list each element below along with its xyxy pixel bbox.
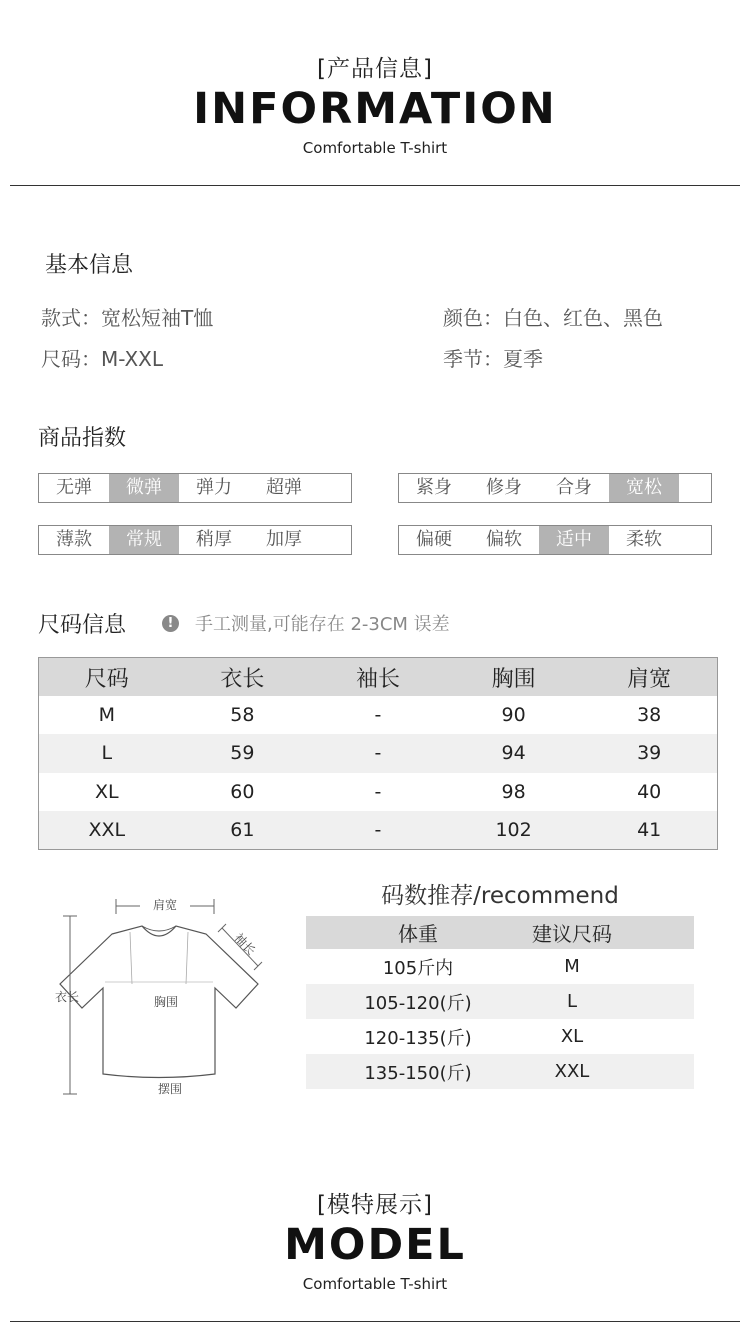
table-cell: 94 bbox=[501, 742, 526, 765]
elasticity-scale bbox=[38, 473, 352, 503]
diagram-sleeve-label: 袖长 bbox=[231, 930, 259, 958]
elasticity-option: 超弹 bbox=[266, 477, 302, 498]
table-cell: - bbox=[374, 780, 382, 803]
measurement-note-text: 手工测量,可能存在 2-3CM 误差 bbox=[195, 614, 450, 635]
table-cell: 135-150(斤) bbox=[364, 1062, 472, 1084]
table-cell: XXL bbox=[88, 819, 126, 842]
recommend-table bbox=[306, 916, 694, 1089]
table-cell: XL bbox=[94, 780, 119, 803]
recommend-title: 码数推荐/recommend bbox=[381, 883, 619, 909]
table-cell: - bbox=[374, 819, 382, 842]
model-title: MODEL bbox=[284, 1220, 466, 1270]
season-info: 季节：夏季 bbox=[443, 347, 543, 371]
info-title: INFORMATION bbox=[193, 84, 557, 134]
table-cell: 39 bbox=[637, 742, 662, 765]
diagram-chest-label: 胸围 bbox=[153, 995, 179, 1009]
size-table-header-cell: 肩宽 bbox=[627, 666, 672, 692]
warning-icon: ! bbox=[162, 615, 179, 632]
size-table-header-cell: 衣长 bbox=[220, 666, 265, 692]
softness-option: 偏软 bbox=[486, 529, 522, 550]
basic-info-heading: 基本信息 bbox=[45, 253, 134, 278]
diagram-shoulder-label: 肩宽 bbox=[152, 898, 178, 912]
softness-option: 偏硬 bbox=[416, 529, 452, 550]
size-table-header bbox=[39, 658, 717, 696]
color-info: 颜色：白色、红色、黑色 bbox=[443, 306, 663, 330]
fit-option-selected: 宽松 bbox=[609, 474, 679, 502]
size-info-heading: 尺码信息 bbox=[38, 613, 127, 638]
table-cell: L bbox=[101, 742, 113, 765]
table-cell: XXL bbox=[554, 1061, 590, 1082]
table-cell: 41 bbox=[637, 819, 662, 842]
table-cell: 120-135(斤) bbox=[364, 1027, 472, 1049]
thickness-option: 薄款 bbox=[56, 529, 92, 550]
index-heading: 商品指数 bbox=[38, 426, 127, 451]
fit-option: 合身 bbox=[556, 477, 592, 498]
table-row bbox=[306, 949, 694, 984]
thickness-option: 稍厚 bbox=[196, 529, 232, 550]
softness-scale bbox=[398, 525, 712, 555]
table-cell: 60 bbox=[230, 780, 255, 803]
table-cell: 58 bbox=[230, 704, 255, 727]
softness-option-selected: 适中 bbox=[539, 526, 609, 554]
size-table-header-cell: 袖长 bbox=[355, 666, 400, 692]
table-row bbox=[306, 1019, 694, 1054]
recommend-header-cell: 建议尺码 bbox=[532, 922, 612, 946]
thickness-scale bbox=[38, 525, 352, 555]
table-cell: 40 bbox=[637, 780, 662, 803]
fit-option: 修身 bbox=[486, 477, 522, 498]
table-row bbox=[39, 811, 717, 849]
model-subtitle: Comfortable T-shirt bbox=[302, 1275, 448, 1293]
fit-scale bbox=[398, 473, 712, 503]
recommend-table-header bbox=[306, 916, 694, 949]
table-row bbox=[39, 773, 717, 811]
table-row bbox=[306, 1054, 694, 1089]
table-row bbox=[39, 696, 717, 734]
size-table-header-cell: 胸围 bbox=[491, 666, 536, 692]
table-cell: M bbox=[98, 704, 115, 727]
header-divider bbox=[10, 185, 740, 186]
table-cell: - bbox=[374, 704, 382, 727]
size-table-header-cell: 尺码 bbox=[84, 666, 129, 692]
table-cell: 102 bbox=[495, 819, 532, 842]
tshirt-measurement-diagram bbox=[50, 884, 275, 1104]
fit-option: 紧身 bbox=[416, 477, 452, 498]
size-table bbox=[38, 657, 718, 850]
table-cell: - bbox=[374, 742, 382, 765]
measurement-note bbox=[162, 610, 450, 636]
size-range-info: 尺码：M-XXL bbox=[41, 347, 164, 371]
table-cell: L bbox=[566, 991, 578, 1012]
thickness-option-selected: 常规 bbox=[109, 526, 179, 554]
table-cell: 98 bbox=[501, 780, 526, 803]
table-row bbox=[306, 984, 694, 1019]
table-row bbox=[39, 734, 717, 772]
table-cell: XL bbox=[560, 1026, 584, 1047]
table-cell: 38 bbox=[637, 704, 662, 727]
diagram-length-label: 衣长 bbox=[55, 990, 80, 1004]
recommend-header-cell: 体重 bbox=[398, 922, 438, 946]
table-cell: 105斤内 bbox=[382, 957, 454, 979]
info-subtitle: Comfortable T-shirt bbox=[302, 139, 448, 157]
diagram-hem-label: 摆围 bbox=[157, 1082, 183, 1096]
elasticity-option: 弹力 bbox=[196, 477, 232, 498]
model-cn-title: [模特展示] bbox=[317, 1192, 433, 1218]
softness-option: 柔软 bbox=[626, 529, 662, 550]
elasticity-option: 无弹 bbox=[56, 477, 92, 498]
style-info: 款式：宽松短袖T恤 bbox=[41, 306, 214, 330]
thickness-option: 加厚 bbox=[266, 529, 302, 550]
table-cell: 59 bbox=[230, 742, 255, 765]
info-cn-title: [产品信息] bbox=[317, 56, 433, 82]
table-cell: 61 bbox=[230, 819, 255, 842]
table-cell: 90 bbox=[501, 704, 526, 727]
table-cell: 105-120(斤) bbox=[364, 992, 472, 1014]
table-cell: M bbox=[564, 956, 580, 977]
elasticity-option-selected: 微弹 bbox=[109, 474, 179, 502]
footer-divider bbox=[10, 1321, 740, 1322]
